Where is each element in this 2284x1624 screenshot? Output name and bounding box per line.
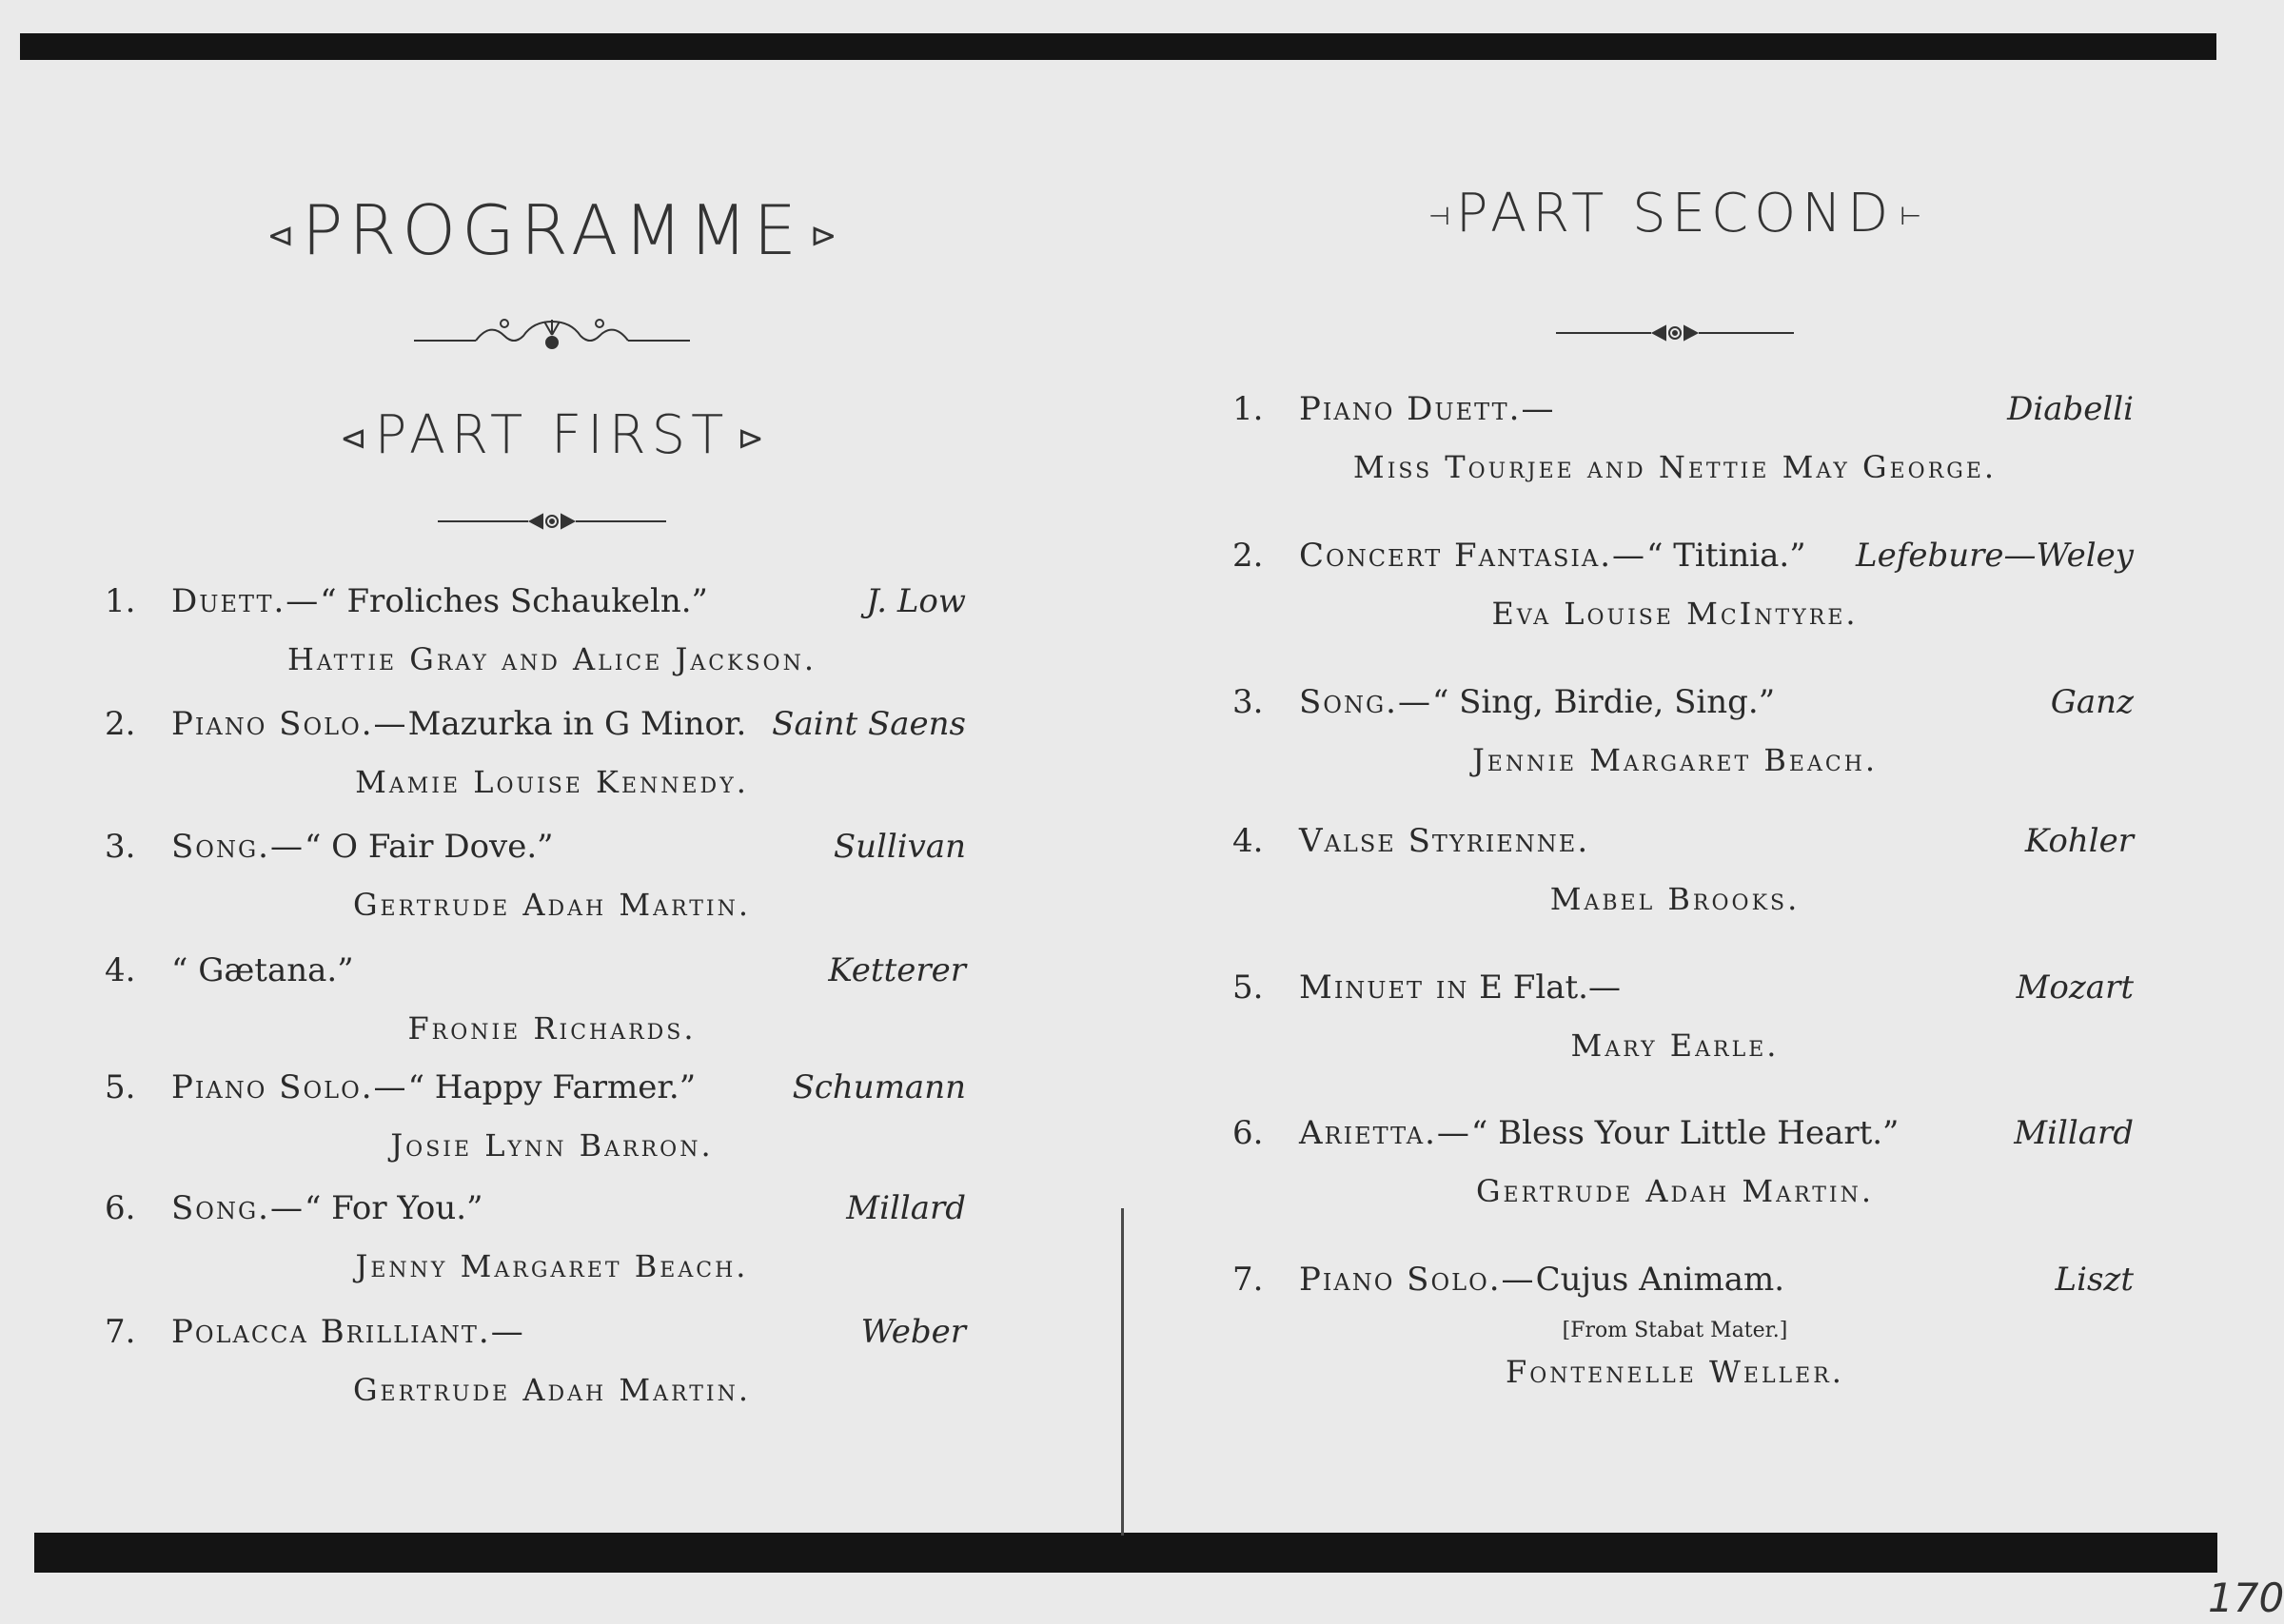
item-number: 6. [105, 1189, 136, 1227]
item-kind: Song.— [171, 1189, 305, 1227]
item-title: “ O Fair Dove.” [304, 828, 554, 866]
right-ornament-icon: ⊳ [737, 419, 764, 458]
item-kind: Piano Solo.— [171, 705, 408, 743]
program-item [1199, 822, 2151, 923]
item-performer: Mabel Brooks. [1549, 881, 1801, 917]
item-title: “ Froliches Schaukeln.” [320, 582, 708, 620]
item-number: 2. [105, 705, 136, 743]
item-heading [1299, 683, 1775, 721]
item-composer: Mozart [2016, 969, 2134, 1007]
item-composer: Lefebure—Weley [1856, 537, 2134, 575]
item-heading [171, 582, 708, 620]
item-composer: Weber [860, 1313, 966, 1351]
item-composer: Saint Saens [772, 705, 966, 743]
item-note: [From Stabat Mater.] [1562, 1319, 1788, 1342]
item-performer: Eva Louise McIntyre. [1491, 596, 1859, 632]
item-kind: Minuet in [1299, 969, 1469, 1007]
right-arrow-ornament-icon: ⊢ [1900, 202, 1921, 231]
item-composer: J. Low [866, 582, 966, 620]
item-heading [171, 1068, 696, 1106]
item-performer: Gertrude Adah Martin. [352, 887, 752, 923]
item-performer: Gertrude Adah Martin. [1475, 1173, 1875, 1209]
item-heading [1299, 1261, 1784, 1299]
item-kind: Valse Styrienne. [1299, 822, 1590, 860]
left-ornament-icon: ⊲ [340, 419, 367, 458]
part-first-title-text: PART FIRST [374, 404, 730, 466]
item-composer: Millard [846, 1189, 966, 1227]
flourish-divider-icon [95, 314, 1009, 365]
program-item [95, 1068, 1009, 1169]
part-first-title [95, 404, 1009, 466]
program-item [95, 705, 1009, 806]
item-performer: Hattie Gray and Alice Jackson. [286, 641, 817, 677]
item-title: Cujus Animam. [1535, 1261, 1785, 1299]
item-performer: Fronie Richards. [407, 1010, 697, 1047]
item-performer: Josie Lynn Barron. [390, 1127, 714, 1164]
left-arrow-ornament-icon: ⊣ [1428, 202, 1450, 231]
program-item [1199, 1261, 2151, 1396]
item-heading [1299, 822, 1589, 860]
item-composer: Diabelli [2007, 390, 2134, 428]
item-performer: Fontenelle Weller. [1506, 1354, 1844, 1390]
item-kind: Arietta.— [1299, 1114, 1471, 1152]
item-number: 3. [1232, 683, 1264, 721]
program-item [1199, 683, 2151, 784]
item-number: 1. [1232, 390, 1264, 428]
item-kind: Piano Solo.— [1299, 1261, 1536, 1299]
left-ornament-icon: ⊲ [266, 216, 294, 255]
item-title: E Flat.— [1479, 969, 1621, 1007]
item-performer: Miss Tourjee and Nettie May George. [1352, 449, 1998, 485]
part-second-title-text: PART SECOND [1455, 183, 1895, 245]
program-item [1199, 1114, 2151, 1215]
item-heading [1299, 969, 1621, 1007]
item-composer: Millard [2014, 1114, 2134, 1152]
item-title: “ Happy Farmer.” [407, 1068, 697, 1106]
item-title: Mazurka in G Minor. [407, 705, 747, 743]
program-item [1199, 969, 2151, 1069]
program-item [1199, 537, 2151, 637]
item-performer: Jenny Margaret Beach. [355, 1248, 749, 1284]
item-performer: Mamie Louise Kennedy. [355, 764, 749, 800]
item-composer: Kohler [2024, 822, 2134, 860]
item-title: “ Bless Your Little Heart.” [1470, 1114, 1900, 1152]
item-composer: Sullivan [833, 828, 966, 866]
right-ornament-icon: ⊳ [810, 216, 837, 255]
item-composer: Ketterer [828, 951, 966, 989]
item-kind: Concert Fantasia.— [1299, 537, 1647, 575]
item-kind: Piano Solo.— [171, 1068, 408, 1106]
item-kind: Piano Duett.— [1299, 390, 1556, 428]
bottom-border-bar [34, 1533, 2217, 1573]
item-composer: Ganz [2050, 683, 2134, 721]
item-number: 2. [1232, 537, 1264, 575]
item-heading [171, 951, 354, 989]
item-title: “ Gætana.” [171, 951, 354, 989]
program-item [95, 582, 1009, 683]
program-item [95, 828, 1009, 929]
item-number: 5. [105, 1068, 136, 1106]
program-item [95, 1189, 1009, 1290]
diamond-divider-icon [1199, 319, 2151, 351]
item-title: “ Titinia.” [1646, 537, 1806, 575]
programme-title-text: PROGRAMME [301, 190, 802, 270]
item-number: 6. [1232, 1114, 1264, 1152]
right-page [1199, 0, 2151, 1522]
item-number: 4. [105, 951, 136, 989]
item-kind: Song.— [1299, 683, 1432, 721]
item-number: 3. [105, 828, 136, 866]
part-second-title [1199, 183, 2151, 245]
item-kind: Duett.— [171, 582, 321, 620]
program-item [1199, 390, 2151, 491]
item-composer: Schumann [792, 1068, 966, 1106]
item-heading [1299, 390, 1555, 428]
program-item [95, 1313, 1009, 1414]
item-heading [171, 828, 554, 866]
item-heading [1299, 1114, 1899, 1152]
item-heading [171, 705, 746, 743]
diamond-divider-icon [95, 507, 1009, 539]
page-fold [1121, 1208, 1124, 1536]
item-title: “ For You.” [304, 1189, 483, 1227]
left-page [95, 0, 1009, 1522]
item-number: 4. [1232, 822, 1264, 860]
program-item [95, 951, 1009, 1052]
item-performer: Mary Earle. [1570, 1027, 1780, 1064]
item-title: “ Sing, Birdie, Sing.” [1431, 683, 1776, 721]
item-kind: Polacca Brilliant.— [171, 1313, 525, 1351]
item-kind: Song.— [171, 828, 305, 866]
item-performer: Jennie Margaret Beach. [1471, 742, 1879, 778]
item-number: 7. [1232, 1261, 1264, 1299]
item-heading [1299, 537, 1806, 575]
item-composer: Liszt [2055, 1261, 2134, 1299]
item-number: 1. [105, 582, 136, 620]
item-number: 7. [105, 1313, 136, 1351]
item-heading [171, 1189, 482, 1227]
item-number: 5. [1232, 969, 1264, 1007]
page-number: 170 [2208, 1575, 2284, 1621]
item-performer: Gertrude Adah Martin. [352, 1372, 752, 1408]
programme-title [95, 190, 1009, 270]
item-heading [171, 1313, 525, 1351]
